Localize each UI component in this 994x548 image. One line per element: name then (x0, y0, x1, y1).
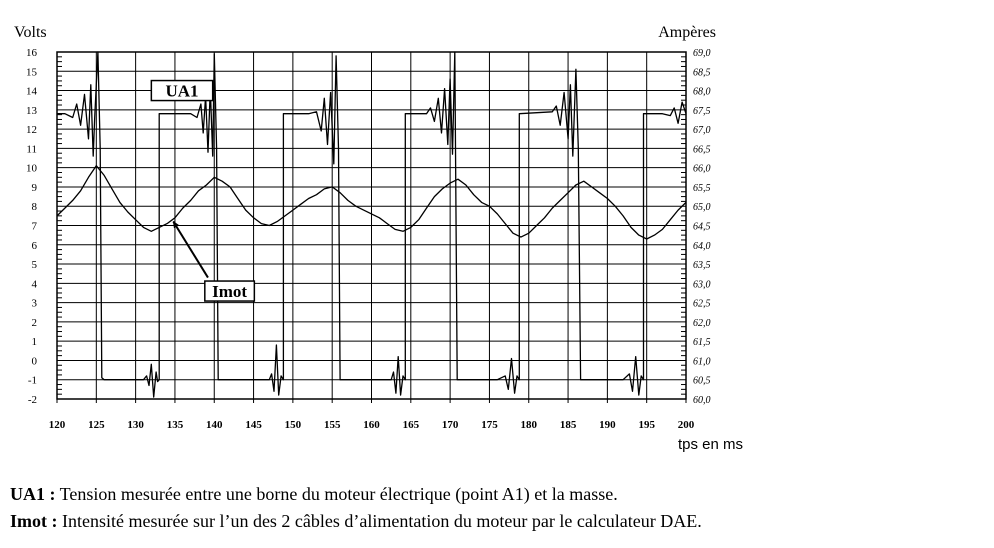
x-tick-label: 135 (166, 419, 184, 431)
y-right-tick-label: 66,0 (693, 163, 711, 175)
y-right-tick-label: 63,0 (693, 279, 711, 291)
chart-labels (14, 24, 743, 453)
y-left-tick-label: 7 (31, 220, 37, 233)
caption-imot-text: Intensité mesurée sur l’un des 2 câbles d’alimentation du moteur par le calculateur DAE. (57, 511, 702, 531)
y-right-tick-label: 68,0 (693, 86, 711, 98)
y-left-tick-label: 2 (31, 316, 37, 329)
x-tick-label: 185 (559, 419, 577, 431)
x-tick-label: 175 (481, 419, 498, 431)
annotation-label-imot: Imot (212, 282, 248, 302)
y-right-tick-label: 61,0 (693, 356, 711, 368)
x-tick-label: 190 (599, 419, 616, 431)
chart-grid (57, 52, 686, 403)
y-left-tick-label: -2 (27, 394, 37, 406)
y-right-tick-label: 65,5 (693, 182, 711, 194)
x-tick-label: 145 (245, 419, 262, 431)
y-right-tick-label: 63,5 (693, 260, 711, 272)
y-left-tick-label: 16 (26, 47, 37, 59)
y-right-tick-label: 64,0 (693, 240, 711, 252)
y-right-tick-label: 67,0 (693, 125, 711, 137)
y-left-tick-label: 4 (31, 278, 37, 291)
x-tick-label: 195 (638, 419, 655, 431)
y-right-tick-label: 69,0 (693, 48, 711, 59)
y-left-axis-title: Volts (14, 24, 47, 41)
caption-ua1 (10, 484, 618, 505)
x-tick-label: 165 (402, 419, 420, 431)
x-axis-title: tps en ms (677, 436, 743, 453)
y-left-tick-label: 1 (31, 336, 37, 349)
y-left-tick-label: 3 (31, 297, 37, 310)
y-left-tick-label: -1 (27, 374, 37, 387)
x-tick-label: 120 (48, 419, 66, 431)
y-right-tick-label: 65,0 (693, 202, 711, 214)
x-tick-label: 155 (323, 419, 341, 431)
y-right-tick-label: 67,5 (693, 105, 711, 117)
y-right-tick-label: 62,0 (693, 317, 711, 329)
y-left-tick-label: 13 (26, 104, 37, 117)
y-left-tick-label: 14 (26, 85, 37, 98)
y-right-tick-label: 66,5 (693, 144, 711, 156)
y-left-tick-label: 10 (26, 162, 37, 175)
y-right-tick-label: 62,5 (693, 298, 711, 310)
y-left-tick-label: 15 (26, 66, 37, 79)
x-tick-label: 140 (206, 419, 223, 431)
y-right-tick-label: 61,5 (693, 337, 711, 349)
caption-imot-label: Imot : (10, 511, 58, 531)
x-tick-label: 170 (441, 419, 459, 431)
annotation-label-ua1: UA1 (165, 81, 199, 101)
y-right-tick-label: 60,5 (693, 375, 711, 387)
y-left-tick-label: 11 (26, 143, 37, 156)
y-left-tick-label: 8 (31, 201, 37, 214)
annotation-arrow-imot (173, 222, 208, 278)
y-left-tick-label: 0 (31, 355, 37, 368)
x-tick-label: 125 (88, 419, 105, 431)
x-tick-label: 130 (127, 419, 144, 431)
x-tick-label: 200 (677, 419, 695, 431)
y-right-tick-label: 68,5 (693, 67, 711, 79)
y-left-tick-label: 12 (26, 124, 37, 137)
y-right-tick-label: 60,0 (693, 395, 711, 406)
caption-imot (10, 511, 702, 532)
x-tick-label: 160 (363, 419, 380, 431)
y-right-tick-label: 64,5 (693, 221, 711, 233)
y-left-tick-label: 5 (31, 259, 37, 272)
y-left-tick-label: 9 (31, 181, 37, 194)
x-tick-label: 180 (520, 419, 537, 431)
y-left-tick-label: 6 (31, 239, 37, 252)
y-right-axis-title: Ampères (658, 24, 716, 41)
x-tick-label: 150 (284, 419, 302, 431)
caption-ua1-text: Tension mesurée entre une borne du moteur électrique (point A1) et la masse. (55, 484, 618, 504)
caption-ua1-label: UA1 : (10, 484, 56, 504)
